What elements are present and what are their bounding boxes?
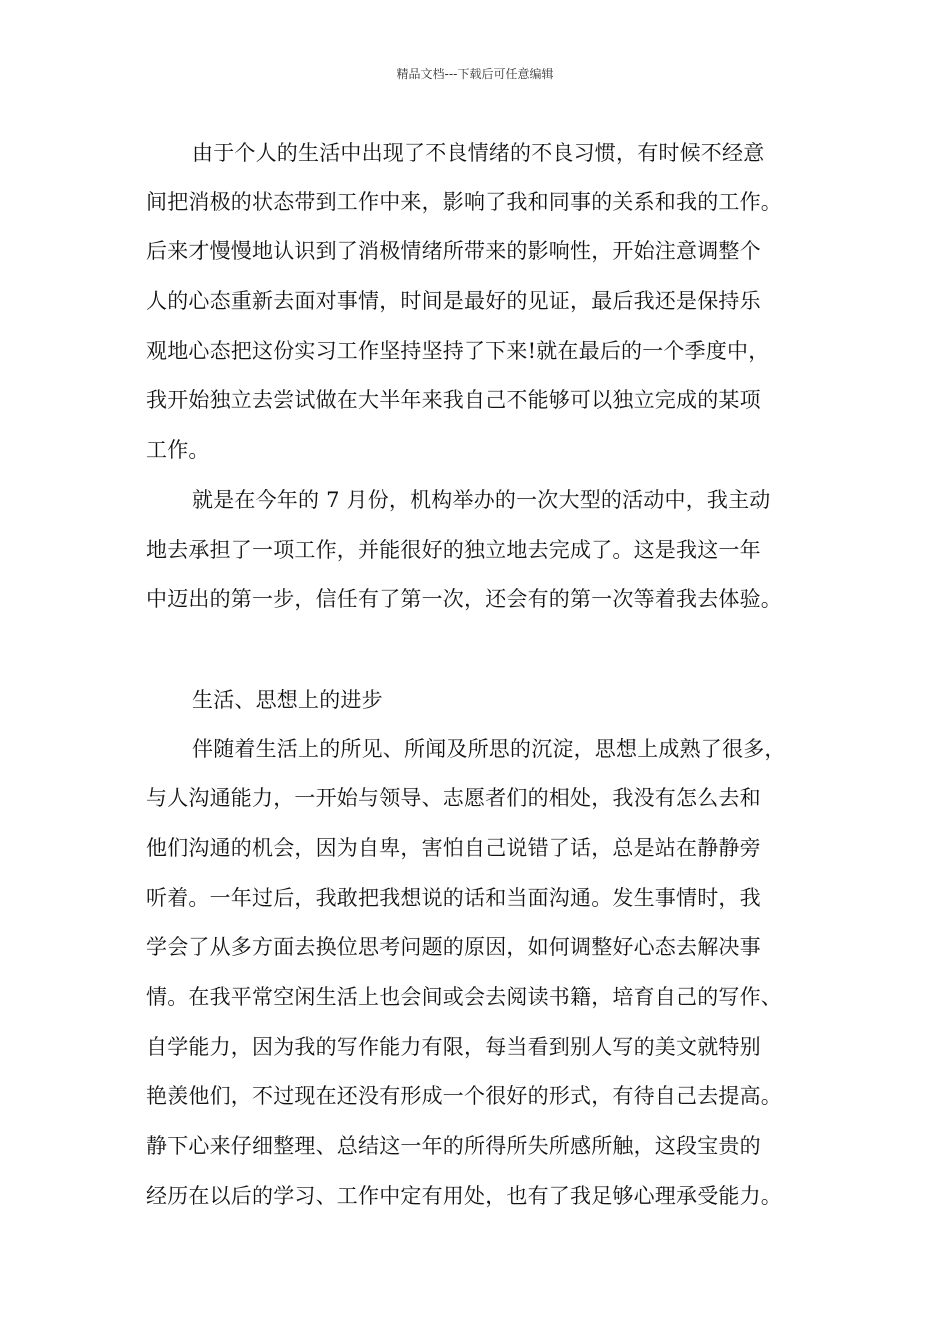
text-line: 地去承担了一项工作，并能很好的独立地去完成了。这是我这一年 (146, 538, 761, 562)
text-line: 伴随着生活上的所见、所闻及所思的沉淀，思想上成熟了很多， (192, 737, 786, 761)
text-line: 我开始独立去尝试做在大半年来我自己不能够可以独立完成的某项 (146, 388, 761, 412)
text-line: 静下心来仔细整理、总结这一年的所得所失所感所触，这段宝贵的 (146, 1134, 761, 1158)
text-line: 他们沟通的机会，因为自卑，害怕自己说错了话，总是站在静静旁 (146, 836, 761, 860)
text-line: 学会了从多方面去换位思考问题的原因，如何调整好心态去解决事 (146, 935, 761, 959)
text-line: 经历在以后的学习、工作中定有用处，也有了我足够心理承受能力。 (146, 1184, 782, 1208)
text-line: 间把消极的状态带到工作中来，影响了我和同事的关系和我的工作。 (146, 190, 782, 214)
text-line: 与人沟通能力，一开始与领导、志愿者们的相处，我没有怎么去和 (146, 786, 761, 810)
text-line: 听着。一年过后，我敢把我想说的话和当面沟通。发生事情时，我 (146, 886, 761, 910)
page-header: 精品文档---下载后可任意编辑 (396, 67, 554, 81)
text-line: 后来才慢慢地认识到了消极情绪所带来的影响性，开始注意调整个 (146, 239, 761, 263)
text-line: 由于个人的生活中出现了不良情绪的不良习惯，有时候不经意 (192, 141, 765, 165)
text-line: 就是在今年的 7 月份，机构举办的一次大型的活动中，我主动 (192, 488, 771, 512)
text-line: 艳羡他们，不过现在还没有形成一个很好的形式，有待自己去提高。 (146, 1084, 782, 1108)
text-line: 工作。 (146, 438, 210, 462)
text-line: 自学能力，因为我的写作能力有限，每当看到别人写的美文就特别 (146, 1035, 761, 1059)
text-line: 人的心态重新去面对事情，时间是最好的见证，最后我还是保持乐 (146, 289, 761, 313)
text-line: 情。在我平常空闲生活上也会间或会去阅读书籍，培育自己的写作、 (146, 985, 782, 1009)
text-line: 观地心态把这份实习工作坚持坚持了下来!就在最后的一个季度中， (146, 339, 770, 363)
section-heading: 生活、思想上的进步 (192, 688, 383, 712)
text-line: 中迈出的第一步，信任有了第一次，还会有的第一次等着我去体验。 (146, 587, 782, 611)
